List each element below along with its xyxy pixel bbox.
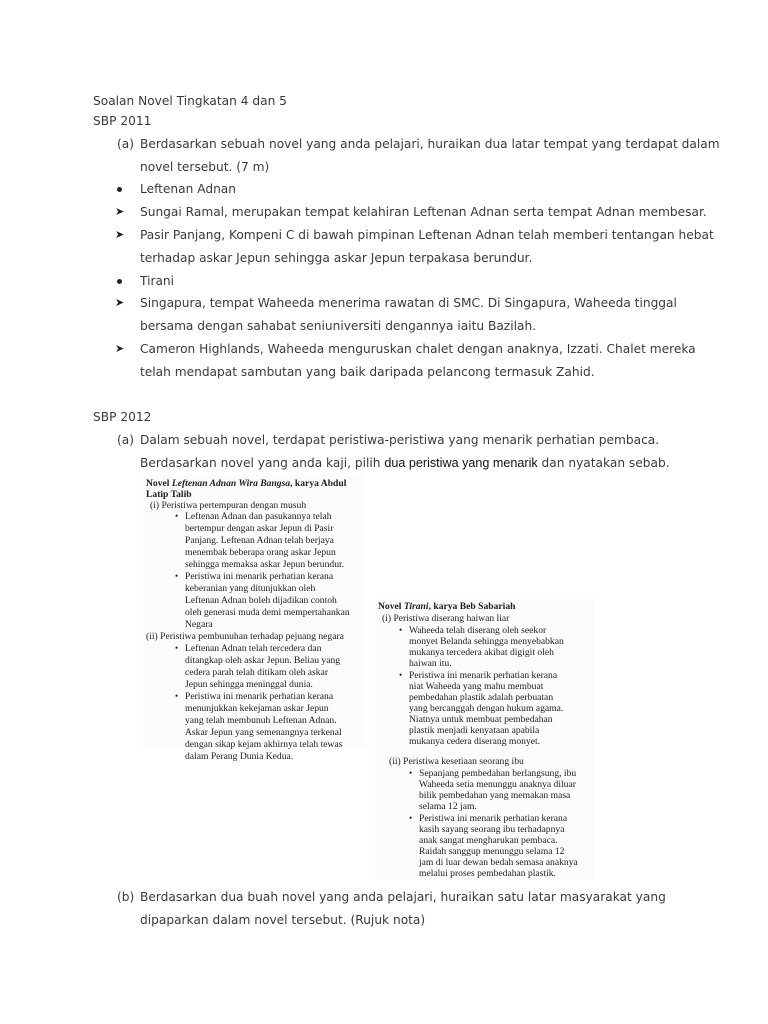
scan-title-line2: Latip Talib xyxy=(146,489,192,500)
question-a-text-line2 xyxy=(140,455,670,471)
point-pasir-panjang-line1: Pasir Panjang, Kompeni C di bawah pimpinan Leftenan Adnan telah memberi tentangan hebat xyxy=(140,228,714,242)
scan-title: Novel Tirani, karya Beb Sabariah xyxy=(378,601,516,612)
bullet-icon: • xyxy=(175,511,179,521)
question-a-text-pre: Berdasarkan novel yang anda kaji, pilih xyxy=(140,456,385,470)
point-cameron-line2: telah mendapat sambutan yang baik daripada pelancong termasuk Zahid. xyxy=(140,365,595,379)
scan-line: menembak beberapa orang askar Jepun xyxy=(185,547,336,558)
scan-line: mukanya tercedera akibat digigit oleh xyxy=(409,647,554,658)
arrow-bullet-icon: ➤ xyxy=(115,296,125,309)
scan-line: dengan sikap kejam akhirnya telah tewas xyxy=(185,739,343,750)
scan-line: Peristiwa ini menarik perhatian kerana xyxy=(185,571,334,582)
bullet-icon: • xyxy=(175,643,179,653)
bullet-icon: • xyxy=(399,625,403,635)
bullet-icon xyxy=(117,279,122,284)
scan-line: haiwan itu. xyxy=(409,658,452,669)
bullet-icon xyxy=(117,187,122,192)
scanned-excerpt-tirani xyxy=(375,598,594,880)
sbp2011-heading: SBP 2011 xyxy=(93,114,152,128)
scan-line: bertempur dengan askar Jepun di Pasir xyxy=(185,523,334,534)
arrow-bullet-icon: ➤ xyxy=(115,228,125,241)
question-a-text-line2: novel tersebut. (7 m) xyxy=(140,160,270,174)
point-singapura-line1: Singapura, tempat Waheeda menerima rawatan di SMC. Di Singapura, Waheeda tinggal xyxy=(140,296,677,310)
bullet-icon: • xyxy=(175,691,179,701)
scan-line: mukanya cedera diserang monyet. xyxy=(409,736,541,747)
scan-line: Niatnya untuk membuat pembedahan xyxy=(409,714,553,725)
arrow-bullet-icon: ➤ xyxy=(115,342,125,355)
scan-line: (ii) Peristiwa pembunuhan terhadap pejuang negara xyxy=(146,631,344,642)
point-sungai-ramal: Sungai Ramal, merupakan tempat kelahiran Leftenan Adnan serta tempat Adnan membesar. xyxy=(140,205,707,219)
scan-line: ditangkap oleh askar Jepun. Beliau yang xyxy=(185,655,341,666)
scan-line: Jepun sehingga meninggal dunia. xyxy=(185,679,313,690)
scan-line: Waheeda telah diserang oleh seekor xyxy=(409,625,547,636)
scan-line: pembedahan plastik adalah perbuatan xyxy=(409,692,554,703)
scan-line: (i) Peristiwa diserang haiwan liar xyxy=(382,613,510,624)
point-singapura-line2: bersama dengan sahabat seniuniversiti dengannya iaitu Bazilah. xyxy=(140,319,537,333)
scan-line: cedera parah telah ditikam oleh askar xyxy=(185,667,329,678)
scan-line: sehingga memaksa askar Jepun berundur. xyxy=(185,559,345,570)
question-a-label: (a) xyxy=(117,433,134,447)
scan-line: niat Waheeda yang mahu membuat xyxy=(409,681,544,692)
question-a-text-post: dan nyatakan sebab. xyxy=(537,456,670,470)
scan-line: selama 12 jam. xyxy=(419,801,477,812)
scan-line: Peristiwa ini menarik perhatian kerana xyxy=(409,670,558,681)
scan-line: Leftenan Adnan dan pasukannya telah xyxy=(185,511,332,522)
novel-name-leftenan-adnan: Leftenan Adnan xyxy=(140,182,236,196)
scan-line: dalam Perang Dunia Kedua. xyxy=(185,751,294,762)
scan-line: jam di luar dewan bedah semasa anaknya xyxy=(419,857,578,868)
scan-line: melalui proses pembedahan plastik. xyxy=(419,868,556,879)
scan-line: bilik pembedahan yang memakan masa xyxy=(419,790,571,801)
bullet-icon: • xyxy=(175,571,179,581)
question-b-label: (b) xyxy=(117,890,135,904)
question-a-label: (a) xyxy=(117,137,134,151)
scan-line: Raidah sanggup menunggu selama 12 xyxy=(419,846,565,857)
scan-line: (i) Peristiwa pertempuran dengan musuh xyxy=(150,500,307,511)
arrow-bullet-icon: ➤ xyxy=(115,205,125,218)
scan-line: monyet Belanda sehingga menyebabkan xyxy=(409,636,564,647)
sbp2012-heading: SBP 2012 xyxy=(93,410,152,424)
question-b-text-line1: Berdasarkan dua buah novel yang anda pelajari, huraikan satu latar masyarakat yang xyxy=(140,890,666,904)
scan-line: Negara xyxy=(185,619,213,630)
scan-line: menunjukkan kekejaman askar Jepun xyxy=(185,703,329,714)
scan-title: Novel Leftenan Adnan Wira Bangsa, karya Abdul xyxy=(146,478,347,489)
scan-line: Peristiwa ini menarik perhatian kerana xyxy=(185,691,334,702)
scan-line: Leftenan Adnan telah tercedera dan xyxy=(185,643,322,654)
scan-line: keberanian yang ditunjukkan oleh xyxy=(185,583,316,594)
scan-line: Waheeda setia menunggu anaknya diluar xyxy=(419,779,576,790)
highlight-text: dua peristiwa yang menarik xyxy=(384,456,538,470)
scan-line: oleh generasi muda demi mempertahankan xyxy=(185,607,350,618)
scan-line: Panjang. Leftenan Adnan telah berjaya xyxy=(185,535,334,546)
bullet-icon: • xyxy=(409,813,413,823)
scan-line: Leftenan Adnan boleh dijadikan contoh xyxy=(185,595,337,606)
scan-line: yang telah membunuh Leftenan Adnan. xyxy=(185,715,337,726)
point-pasir-panjang-line2: terhadap askar Jepun sehingga askar Jepun terpakasa berundur. xyxy=(140,251,533,265)
scan-line: kasih sayang seorang ibu terhadapnya xyxy=(419,824,565,835)
scan-line: Sepanjang pembedahan berlangsung, ibu xyxy=(419,768,577,779)
scan-line: yang bercanggah dengan hukum agama. xyxy=(409,703,564,714)
novel-name-tirani: Tirani xyxy=(140,274,175,288)
question-a-text-line1: Berdasarkan sebuah novel yang anda pelajari, huraikan dua latar tempat yang terdapat dalam xyxy=(140,137,720,151)
bullet-icon: • xyxy=(409,768,413,778)
question-b-text-line2: dipaparkan dalam novel tersebut. (Rujuk nota) xyxy=(140,913,426,927)
point-cameron-line1: Cameron Highlands, Waheeda menguruskan chalet dengan anaknya, Izzati. Chalet mereka xyxy=(140,342,696,356)
question-a-text-line1: Dalam sebuah novel, terdapat peristiwa-peristiwa yang menarik perhatian pembaca. xyxy=(140,433,660,447)
scan-line: anak sangat mengharukan pembaca. xyxy=(419,835,558,846)
document-title: Soalan Novel Tingkatan 4 dan 5 xyxy=(93,94,287,108)
scan-line: Peristiwa ini menarik perhatian kerana xyxy=(419,813,568,824)
scan-line: plastik menjadi kenyataan apabila xyxy=(409,725,540,736)
scan-line: Askar Jepun yang semenangnya terkenal xyxy=(185,727,342,738)
scan-line: (ii) Peristiwa kesetiaan seorang ibu xyxy=(389,756,524,767)
scanned-excerpt-leftenan-adnan xyxy=(143,475,365,762)
bullet-icon: • xyxy=(399,670,403,680)
